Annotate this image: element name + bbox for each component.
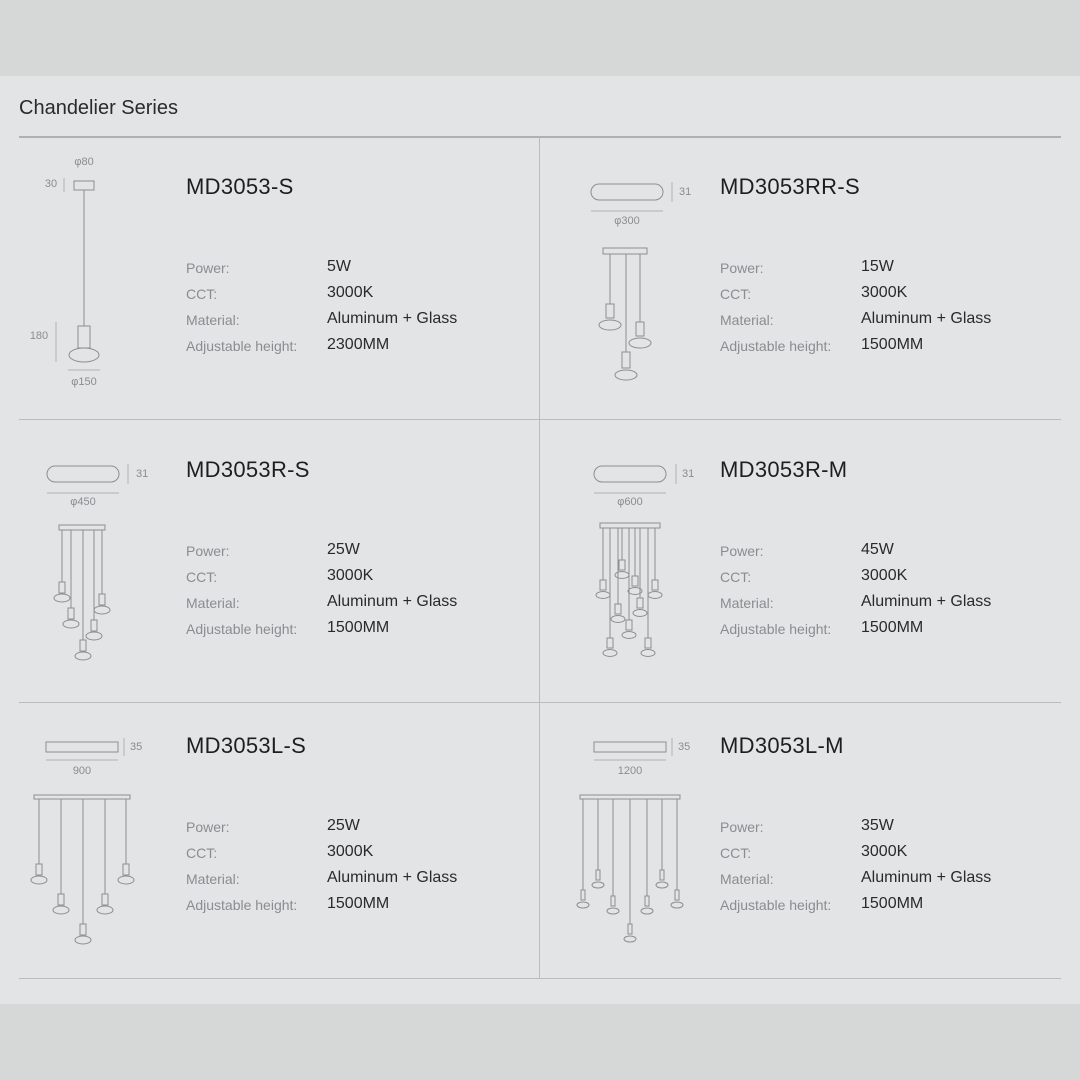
power-label: Power: [720, 819, 764, 835]
md3053l-s-drawing [28, 736, 158, 951]
bar-height-label: 35 [678, 741, 691, 753]
height-value: 2300MM [327, 336, 390, 353]
model-name: MD3053L-S [186, 733, 307, 758]
material-value: Aluminum + Glass [861, 310, 992, 327]
md3053r-s-drawing [40, 460, 170, 670]
power-value: 15W [861, 258, 894, 275]
model-name: MD3053-S [186, 174, 294, 199]
material-label: Material: [186, 871, 240, 887]
height-label: Adjustable height: [186, 621, 298, 637]
lamp-height-label: 180 [29, 330, 49, 342]
height-label: Adjustable height: [186, 338, 298, 354]
ring-diameter-label: φ450 [70, 496, 96, 508]
bar-height-label: 35 [130, 741, 143, 753]
height-value: 1500MM [327, 895, 390, 912]
height-label: Adjustable height: [186, 897, 298, 913]
row-divider-3 [19, 978, 1061, 979]
power-label: Power: [720, 543, 764, 559]
height-value: 1500MM [861, 336, 924, 353]
height-value: 1500MM [327, 619, 390, 636]
material-label: Material: [720, 871, 774, 887]
ring-height-label: 31 [682, 468, 695, 480]
page-title: Chandelier Series [19, 97, 178, 119]
material-label: Material: [720, 312, 774, 328]
material-value: Aluminum + Glass [327, 593, 458, 610]
material-value: Aluminum + Glass [327, 310, 458, 327]
ring-diameter-label: φ600 [617, 496, 643, 508]
model-name: MD3053R-S [186, 457, 310, 482]
cct-value: 3000K [327, 284, 374, 301]
header-divider [19, 136, 1061, 138]
row-divider-2 [19, 702, 1061, 703]
power-label: Power: [186, 819, 230, 835]
md3053l-m-drawing [576, 736, 706, 951]
md3053rr-s-drawing [580, 178, 710, 388]
material-value: Aluminum + Glass [861, 593, 992, 610]
cct-label: CCT: [186, 845, 218, 861]
power-value: 5W [327, 258, 351, 275]
model-name: MD3053RR-S [720, 174, 860, 199]
cct-label: CCT: [186, 569, 218, 585]
power-label: Power: [720, 260, 764, 276]
cct-label: CCT: [720, 845, 752, 861]
ring-height-label: 31 [136, 468, 149, 480]
height-label: Adjustable height: [720, 338, 832, 354]
cct-value: 3000K [861, 567, 908, 584]
cct-value: 3000K [861, 843, 908, 860]
power-value: 45W [861, 541, 894, 558]
power-value: 35W [861, 817, 894, 834]
material-label: Material: [186, 595, 240, 611]
material-value: Aluminum + Glass [861, 869, 992, 886]
bar-length-label: 1200 [617, 765, 643, 777]
power-label: Power: [186, 543, 230, 559]
height-label: Adjustable height: [720, 897, 832, 913]
power-label: Power: [186, 260, 230, 276]
bar-length-label: 900 [72, 765, 92, 777]
column-divider [539, 137, 540, 978]
ring-diameter-label: φ300 [614, 215, 640, 227]
cct-label: CCT: [720, 286, 752, 302]
cct-label: CCT: [720, 569, 752, 585]
cct-value: 3000K [861, 284, 908, 301]
ring-height-label: 31 [679, 186, 692, 198]
height-value: 1500MM [861, 895, 924, 912]
cct-label: CCT: [186, 286, 218, 302]
canopy-height-label: 30 [44, 178, 58, 190]
lamp-diameter-label: φ150 [71, 376, 97, 388]
md3053-s-drawing [20, 150, 150, 395]
model-name: MD3053L-M [720, 733, 844, 758]
cct-value: 3000K [327, 843, 374, 860]
row-divider-1 [19, 419, 1061, 420]
cct-value: 3000K [327, 567, 374, 584]
power-value: 25W [327, 817, 360, 834]
height-value: 1500MM [861, 619, 924, 636]
model-name: MD3053R-M [720, 457, 848, 482]
material-label: Material: [720, 595, 774, 611]
material-label: Material: [186, 312, 240, 328]
height-label: Adjustable height: [720, 621, 832, 637]
canopy-diameter-label: φ80 [74, 156, 94, 168]
material-value: Aluminum + Glass [327, 869, 458, 886]
md3053r-m-drawing [586, 460, 716, 670]
power-value: 25W [327, 541, 360, 558]
